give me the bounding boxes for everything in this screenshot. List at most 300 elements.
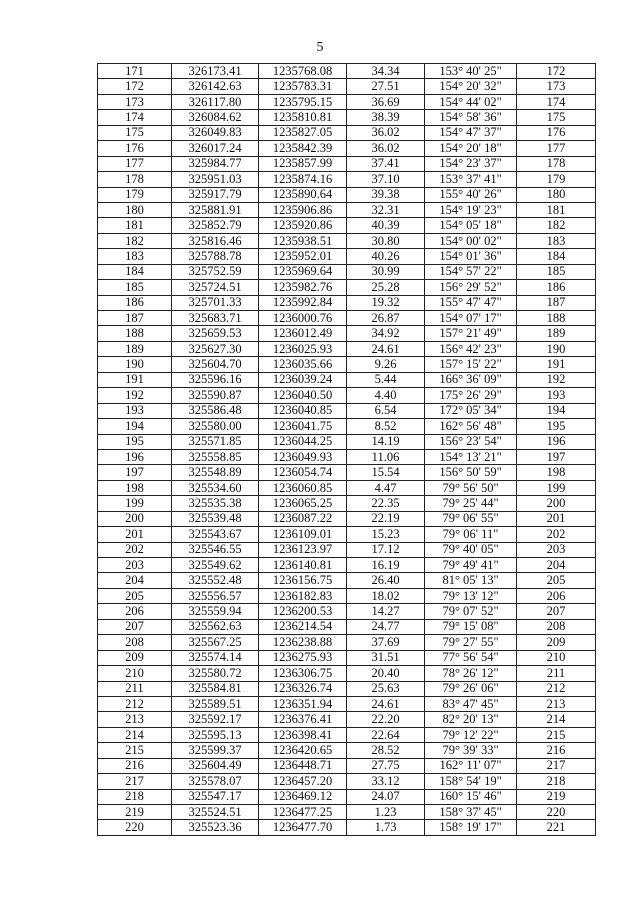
x-coordinate-cell: 325683.71 xyxy=(172,311,259,326)
next-point-number-cell: 214 xyxy=(517,712,596,727)
bearing-cell: 166° 36' 09" xyxy=(425,372,517,387)
x-coordinate-cell: 325574.14 xyxy=(172,650,259,665)
point-number-cell: 194 xyxy=(98,419,172,434)
bearing-cell: 79° 06' 11" xyxy=(425,527,517,542)
distance-cell: 40.39 xyxy=(347,218,425,233)
point-number-cell: 191 xyxy=(98,372,172,387)
next-point-number-cell: 197 xyxy=(517,449,596,464)
y-coordinate-cell: 1235874.16 xyxy=(259,172,347,187)
x-coordinate-cell: 325604.70 xyxy=(172,357,259,372)
bearing-cell: 79° 15' 08" xyxy=(425,619,517,634)
next-point-number-cell: 187 xyxy=(517,295,596,310)
table-row xyxy=(98,64,596,79)
table-row xyxy=(98,94,596,109)
table-row xyxy=(98,419,596,434)
table-row xyxy=(98,758,596,773)
next-point-number-cell: 215 xyxy=(517,727,596,742)
bearing-cell: 155° 47' 47" xyxy=(425,295,517,310)
bearing-cell: 156° 50' 59" xyxy=(425,465,517,480)
point-number-cell: 212 xyxy=(98,696,172,711)
coordinates-table xyxy=(97,63,596,836)
table-row xyxy=(98,202,596,217)
point-number-cell: 190 xyxy=(98,357,172,372)
distance-cell: 31.51 xyxy=(347,650,425,665)
next-point-number-cell: 176 xyxy=(517,125,596,140)
distance-cell: 30.80 xyxy=(347,233,425,248)
table-row xyxy=(98,635,596,650)
bearing-cell: 79° 13' 12" xyxy=(425,588,517,603)
point-number-cell: 184 xyxy=(98,264,172,279)
y-coordinate-cell: 1236306.75 xyxy=(259,666,347,681)
point-number-cell: 183 xyxy=(98,249,172,264)
y-coordinate-cell: 1236039.24 xyxy=(259,372,347,387)
y-coordinate-cell: 1236040.50 xyxy=(259,388,347,403)
distance-cell: 8.52 xyxy=(347,419,425,434)
bearing-cell: 79° 25' 44" xyxy=(425,496,517,511)
bearing-cell: 154° 00' 02" xyxy=(425,233,517,248)
point-number-cell: 185 xyxy=(98,280,172,295)
table-row xyxy=(98,496,596,511)
x-coordinate-cell: 325562.63 xyxy=(172,619,259,634)
x-coordinate-cell: 325984.77 xyxy=(172,156,259,171)
distance-cell: 28.52 xyxy=(347,743,425,758)
table-row xyxy=(98,449,596,464)
x-coordinate-cell: 325535.38 xyxy=(172,496,259,511)
bearing-cell: 79° 26' 06" xyxy=(425,681,517,696)
y-coordinate-cell: 1236123.97 xyxy=(259,542,347,557)
y-coordinate-cell: 1235842.39 xyxy=(259,141,347,156)
bearing-cell: 172° 05' 34" xyxy=(425,403,517,418)
bearing-cell: 153° 37' 41" xyxy=(425,172,517,187)
next-point-number-cell: 216 xyxy=(517,743,596,758)
next-point-number-cell: 193 xyxy=(517,388,596,403)
x-coordinate-cell: 326173.41 xyxy=(172,64,259,79)
distance-cell: 17.12 xyxy=(347,542,425,557)
point-number-cell: 216 xyxy=(98,758,172,773)
distance-cell: 14.27 xyxy=(347,604,425,619)
y-coordinate-cell: 1236109.01 xyxy=(259,527,347,542)
y-coordinate-cell: 1235768.08 xyxy=(259,64,347,79)
table-row xyxy=(98,156,596,171)
next-point-number-cell: 203 xyxy=(517,542,596,557)
table-row xyxy=(98,79,596,94)
distance-cell: 24.77 xyxy=(347,619,425,634)
table-row xyxy=(98,619,596,634)
y-coordinate-cell: 1236041.75 xyxy=(259,419,347,434)
bearing-cell: 158° 19' 17" xyxy=(425,820,517,835)
x-coordinate-cell: 325556.57 xyxy=(172,588,259,603)
bearing-cell: 154° 19' 23" xyxy=(425,202,517,217)
x-coordinate-cell: 325578.07 xyxy=(172,774,259,789)
distance-cell: 34.34 xyxy=(347,64,425,79)
x-coordinate-cell: 325548.89 xyxy=(172,465,259,480)
y-coordinate-cell: 1236477.25 xyxy=(259,805,347,820)
bearing-cell: 175° 26' 29" xyxy=(425,388,517,403)
next-point-number-cell: 211 xyxy=(517,666,596,681)
y-coordinate-cell: 1235982.76 xyxy=(259,280,347,295)
bearing-cell: 156° 42' 23" xyxy=(425,341,517,356)
x-coordinate-cell: 325599.37 xyxy=(172,743,259,758)
distance-cell: 34.92 xyxy=(347,326,425,341)
y-coordinate-cell: 1235827.05 xyxy=(259,125,347,140)
y-coordinate-cell: 1236398.41 xyxy=(259,727,347,742)
bearing-cell: 154° 23' 37" xyxy=(425,156,517,171)
distance-cell: 37.10 xyxy=(347,172,425,187)
point-number-cell: 192 xyxy=(98,388,172,403)
distance-cell: 24.61 xyxy=(347,341,425,356)
bearing-cell: 156° 23' 54" xyxy=(425,434,517,449)
x-coordinate-cell: 325788.78 xyxy=(172,249,259,264)
y-coordinate-cell: 1236326.74 xyxy=(259,681,347,696)
next-point-number-cell: 213 xyxy=(517,696,596,711)
bearing-cell: 154° 47' 37" xyxy=(425,125,517,140)
table-row xyxy=(98,681,596,696)
point-number-cell: 189 xyxy=(98,341,172,356)
distance-cell: 9.26 xyxy=(347,357,425,372)
distance-cell: 22.35 xyxy=(347,496,425,511)
bearing-cell: 157° 21' 49" xyxy=(425,326,517,341)
point-number-cell: 197 xyxy=(98,465,172,480)
y-coordinate-cell: 1236060.85 xyxy=(259,480,347,495)
distance-cell: 15.23 xyxy=(347,527,425,542)
next-point-number-cell: 175 xyxy=(517,110,596,125)
next-point-number-cell: 199 xyxy=(517,480,596,495)
distance-cell: 11.06 xyxy=(347,449,425,464)
y-coordinate-cell: 1236035.66 xyxy=(259,357,347,372)
next-point-number-cell: 204 xyxy=(517,558,596,573)
next-point-number-cell: 182 xyxy=(517,218,596,233)
next-point-number-cell: 185 xyxy=(517,264,596,279)
point-number-cell: 205 xyxy=(98,588,172,603)
next-point-number-cell: 173 xyxy=(517,79,596,94)
distance-cell: 1.23 xyxy=(347,805,425,820)
x-coordinate-cell: 325852.79 xyxy=(172,218,259,233)
page-number: 5 xyxy=(316,40,324,55)
x-coordinate-cell: 325584.81 xyxy=(172,681,259,696)
x-coordinate-cell: 325558.85 xyxy=(172,449,259,464)
point-number-cell: 172 xyxy=(98,79,172,94)
distance-cell: 37.41 xyxy=(347,156,425,171)
y-coordinate-cell: 1235992.84 xyxy=(259,295,347,310)
bearing-cell: 79° 39' 33" xyxy=(425,743,517,758)
distance-cell: 37.69 xyxy=(347,635,425,650)
x-coordinate-cell: 325534.60 xyxy=(172,480,259,495)
point-number-cell: 179 xyxy=(98,187,172,202)
point-number-cell: 204 xyxy=(98,573,172,588)
point-number-cell: 217 xyxy=(98,774,172,789)
point-number-cell: 171 xyxy=(98,64,172,79)
point-number-cell: 211 xyxy=(98,681,172,696)
next-point-number-cell: 202 xyxy=(517,527,596,542)
point-number-cell: 178 xyxy=(98,172,172,187)
y-coordinate-cell: 1235969.64 xyxy=(259,264,347,279)
distance-cell: 24.07 xyxy=(347,789,425,804)
table-row xyxy=(98,110,596,125)
next-point-number-cell: 178 xyxy=(517,156,596,171)
x-coordinate-cell: 325547.17 xyxy=(172,789,259,804)
point-number-cell: 220 xyxy=(98,820,172,835)
point-number-cell: 182 xyxy=(98,233,172,248)
distance-cell: 32.31 xyxy=(347,202,425,217)
y-coordinate-cell: 1236376.41 xyxy=(259,712,347,727)
y-coordinate-cell: 1236238.88 xyxy=(259,635,347,650)
distance-cell: 25.63 xyxy=(347,681,425,696)
x-coordinate-cell: 325752.59 xyxy=(172,264,259,279)
table-row xyxy=(98,820,596,835)
next-point-number-cell: 198 xyxy=(517,465,596,480)
y-coordinate-cell: 1235906.86 xyxy=(259,202,347,217)
y-coordinate-cell: 1236049.93 xyxy=(259,449,347,464)
y-coordinate-cell: 1236214.54 xyxy=(259,619,347,634)
y-coordinate-cell: 1236054.74 xyxy=(259,465,347,480)
table-row xyxy=(98,141,596,156)
x-coordinate-cell: 325586.48 xyxy=(172,403,259,418)
point-number-cell: 218 xyxy=(98,789,172,804)
next-point-number-cell: 174 xyxy=(517,94,596,109)
point-number-cell: 215 xyxy=(98,743,172,758)
bearing-cell: 82° 20' 13" xyxy=(425,712,517,727)
next-point-number-cell: 172 xyxy=(517,64,596,79)
bearing-cell: 154° 58' 36" xyxy=(425,110,517,125)
distance-cell: 6.54 xyxy=(347,403,425,418)
x-coordinate-cell: 325589.51 xyxy=(172,696,259,711)
point-number-cell: 181 xyxy=(98,218,172,233)
point-number-cell: 173 xyxy=(98,94,172,109)
table-row xyxy=(98,712,596,727)
bearing-cell: 158° 54' 19" xyxy=(425,774,517,789)
point-number-cell: 176 xyxy=(98,141,172,156)
x-coordinate-cell: 325951.03 xyxy=(172,172,259,187)
table-row xyxy=(98,372,596,387)
table-row xyxy=(98,326,596,341)
next-point-number-cell: 220 xyxy=(517,805,596,820)
x-coordinate-cell: 325549.62 xyxy=(172,558,259,573)
distance-cell: 38.39 xyxy=(347,110,425,125)
table-row xyxy=(98,233,596,248)
next-point-number-cell: 192 xyxy=(517,372,596,387)
table-row xyxy=(98,480,596,495)
table-row xyxy=(98,280,596,295)
next-point-number-cell: 195 xyxy=(517,419,596,434)
bearing-cell: 79° 56' 50" xyxy=(425,480,517,495)
x-coordinate-cell: 325567.25 xyxy=(172,635,259,650)
next-point-number-cell: 184 xyxy=(517,249,596,264)
point-number-cell: 174 xyxy=(98,110,172,125)
table-row xyxy=(98,434,596,449)
x-coordinate-cell: 325881.91 xyxy=(172,202,259,217)
x-coordinate-cell: 325701.33 xyxy=(172,295,259,310)
distance-cell: 26.87 xyxy=(347,311,425,326)
table-row xyxy=(98,388,596,403)
next-point-number-cell: 208 xyxy=(517,619,596,634)
next-point-number-cell: 179 xyxy=(517,172,596,187)
x-coordinate-cell: 325596.16 xyxy=(172,372,259,387)
y-coordinate-cell: 1236275.93 xyxy=(259,650,347,665)
bearing-cell: 153° 40' 25" xyxy=(425,64,517,79)
bearing-cell: 81° 05' 13" xyxy=(425,573,517,588)
table-row xyxy=(98,588,596,603)
bearing-cell: 162° 11' 07" xyxy=(425,758,517,773)
bearing-cell: 79° 06' 55" xyxy=(425,511,517,526)
table-row xyxy=(98,650,596,665)
bearing-cell: 79° 12' 22" xyxy=(425,727,517,742)
table-row xyxy=(98,789,596,804)
distance-cell: 20.40 xyxy=(347,666,425,681)
distance-cell: 22.19 xyxy=(347,511,425,526)
next-point-number-cell: 218 xyxy=(517,774,596,789)
y-coordinate-cell: 1236012.49 xyxy=(259,326,347,341)
y-coordinate-cell: 1236469.12 xyxy=(259,789,347,804)
bearing-cell: 79° 40' 05" xyxy=(425,542,517,557)
distance-cell: 14.19 xyxy=(347,434,425,449)
table-row xyxy=(98,357,596,372)
y-coordinate-cell: 1236448.71 xyxy=(259,758,347,773)
point-number-cell: 208 xyxy=(98,635,172,650)
bearing-cell: 154° 01' 36" xyxy=(425,249,517,264)
table-row xyxy=(98,187,596,202)
distance-cell: 33.12 xyxy=(347,774,425,789)
next-point-number-cell: 210 xyxy=(517,650,596,665)
table-row xyxy=(98,295,596,310)
next-point-number-cell: 191 xyxy=(517,357,596,372)
point-number-cell: 201 xyxy=(98,527,172,542)
bearing-cell: 157° 15' 22" xyxy=(425,357,517,372)
table-row xyxy=(98,218,596,233)
bearing-cell: 154° 05' 18" xyxy=(425,218,517,233)
point-number-cell: 199 xyxy=(98,496,172,511)
x-coordinate-cell: 325590.87 xyxy=(172,388,259,403)
y-coordinate-cell: 1236182.83 xyxy=(259,588,347,603)
distance-cell: 36.02 xyxy=(347,141,425,156)
next-point-number-cell: 207 xyxy=(517,604,596,619)
distance-cell: 27.51 xyxy=(347,79,425,94)
point-number-cell: 196 xyxy=(98,449,172,464)
point-number-cell: 195 xyxy=(98,434,172,449)
y-coordinate-cell: 1236044.25 xyxy=(259,434,347,449)
y-coordinate-cell: 1235890.64 xyxy=(259,187,347,202)
x-coordinate-cell: 325552.48 xyxy=(172,573,259,588)
distance-cell: 24.61 xyxy=(347,696,425,711)
y-coordinate-cell: 1236457.20 xyxy=(259,774,347,789)
point-number-cell: 214 xyxy=(98,727,172,742)
point-number-cell: 207 xyxy=(98,619,172,634)
point-number-cell: 188 xyxy=(98,326,172,341)
y-coordinate-cell: 1236477.70 xyxy=(259,820,347,835)
distance-cell: 22.64 xyxy=(347,727,425,742)
distance-cell: 19.32 xyxy=(347,295,425,310)
next-point-number-cell: 196 xyxy=(517,434,596,449)
y-coordinate-cell: 1236065.25 xyxy=(259,496,347,511)
table-row xyxy=(98,403,596,418)
x-coordinate-cell: 325543.67 xyxy=(172,527,259,542)
y-coordinate-cell: 1236040.85 xyxy=(259,403,347,418)
x-coordinate-cell: 325917.79 xyxy=(172,187,259,202)
bearing-cell: 155° 40' 26" xyxy=(425,187,517,202)
bearing-cell: 154° 20' 32" xyxy=(425,79,517,94)
distance-cell: 40.26 xyxy=(347,249,425,264)
y-coordinate-cell: 1236140.81 xyxy=(259,558,347,573)
bearing-cell: 77° 56' 54" xyxy=(425,650,517,665)
x-coordinate-cell: 325592.17 xyxy=(172,712,259,727)
next-point-number-cell: 183 xyxy=(517,233,596,248)
table-row xyxy=(98,805,596,820)
point-number-cell: 200 xyxy=(98,511,172,526)
bearing-cell: 154° 13' 21" xyxy=(425,449,517,464)
next-point-number-cell: 189 xyxy=(517,326,596,341)
x-coordinate-cell: 325724.51 xyxy=(172,280,259,295)
distance-cell: 27.75 xyxy=(347,758,425,773)
x-coordinate-cell: 326049.83 xyxy=(172,125,259,140)
table-row xyxy=(98,774,596,789)
x-coordinate-cell: 325571.85 xyxy=(172,434,259,449)
table-row xyxy=(98,311,596,326)
table-row xyxy=(98,604,596,619)
bearing-cell: 158° 37' 45" xyxy=(425,805,517,820)
distance-cell: 26.40 xyxy=(347,573,425,588)
y-coordinate-cell: 1236000.76 xyxy=(259,311,347,326)
distance-cell: 30.99 xyxy=(347,264,425,279)
point-number-cell: 210 xyxy=(98,666,172,681)
bearing-cell: 154° 20' 18" xyxy=(425,141,517,156)
bearing-cell: 156° 29' 52" xyxy=(425,280,517,295)
bearing-cell: 78° 26' 12" xyxy=(425,666,517,681)
x-coordinate-cell: 326117.80 xyxy=(172,94,259,109)
table-row xyxy=(98,172,596,187)
point-number-cell: 175 xyxy=(98,125,172,140)
next-point-number-cell: 177 xyxy=(517,141,596,156)
x-coordinate-cell: 325604.49 xyxy=(172,758,259,773)
table-row xyxy=(98,249,596,264)
y-coordinate-cell: 1236351.94 xyxy=(259,696,347,711)
next-point-number-cell: 206 xyxy=(517,588,596,603)
x-coordinate-cell: 325546.55 xyxy=(172,542,259,557)
point-number-cell: 203 xyxy=(98,558,172,573)
bearing-cell: 160° 15' 46" xyxy=(425,789,517,804)
point-number-cell: 186 xyxy=(98,295,172,310)
distance-cell: 25.28 xyxy=(347,280,425,295)
point-number-cell: 206 xyxy=(98,604,172,619)
next-point-number-cell: 219 xyxy=(517,789,596,804)
distance-cell: 15.54 xyxy=(347,465,425,480)
bearing-cell: 79° 07' 52" xyxy=(425,604,517,619)
y-coordinate-cell: 1235952.01 xyxy=(259,249,347,264)
table-row xyxy=(98,264,596,279)
y-coordinate-cell: 1236156.75 xyxy=(259,573,347,588)
x-coordinate-cell: 325559.94 xyxy=(172,604,259,619)
next-point-number-cell: 205 xyxy=(517,573,596,588)
y-coordinate-cell: 1236420.65 xyxy=(259,743,347,758)
y-coordinate-cell: 1236087.22 xyxy=(259,511,347,526)
point-number-cell: 198 xyxy=(98,480,172,495)
table-row xyxy=(98,125,596,140)
point-number-cell: 209 xyxy=(98,650,172,665)
table-row xyxy=(98,511,596,526)
x-coordinate-cell: 325595.13 xyxy=(172,727,259,742)
point-number-cell: 202 xyxy=(98,542,172,557)
point-number-cell: 177 xyxy=(98,156,172,171)
next-point-number-cell: 186 xyxy=(517,280,596,295)
next-point-number-cell: 209 xyxy=(517,635,596,650)
x-coordinate-cell: 325659.53 xyxy=(172,326,259,341)
table-row xyxy=(98,465,596,480)
y-coordinate-cell: 1235857.99 xyxy=(259,156,347,171)
x-coordinate-cell: 326017.24 xyxy=(172,141,259,156)
distance-cell: 1.73 xyxy=(347,820,425,835)
table-row xyxy=(98,341,596,356)
y-coordinate-cell: 1236200.53 xyxy=(259,604,347,619)
distance-cell: 36.69 xyxy=(347,94,425,109)
bearing-cell: 162° 56' 48" xyxy=(425,419,517,434)
